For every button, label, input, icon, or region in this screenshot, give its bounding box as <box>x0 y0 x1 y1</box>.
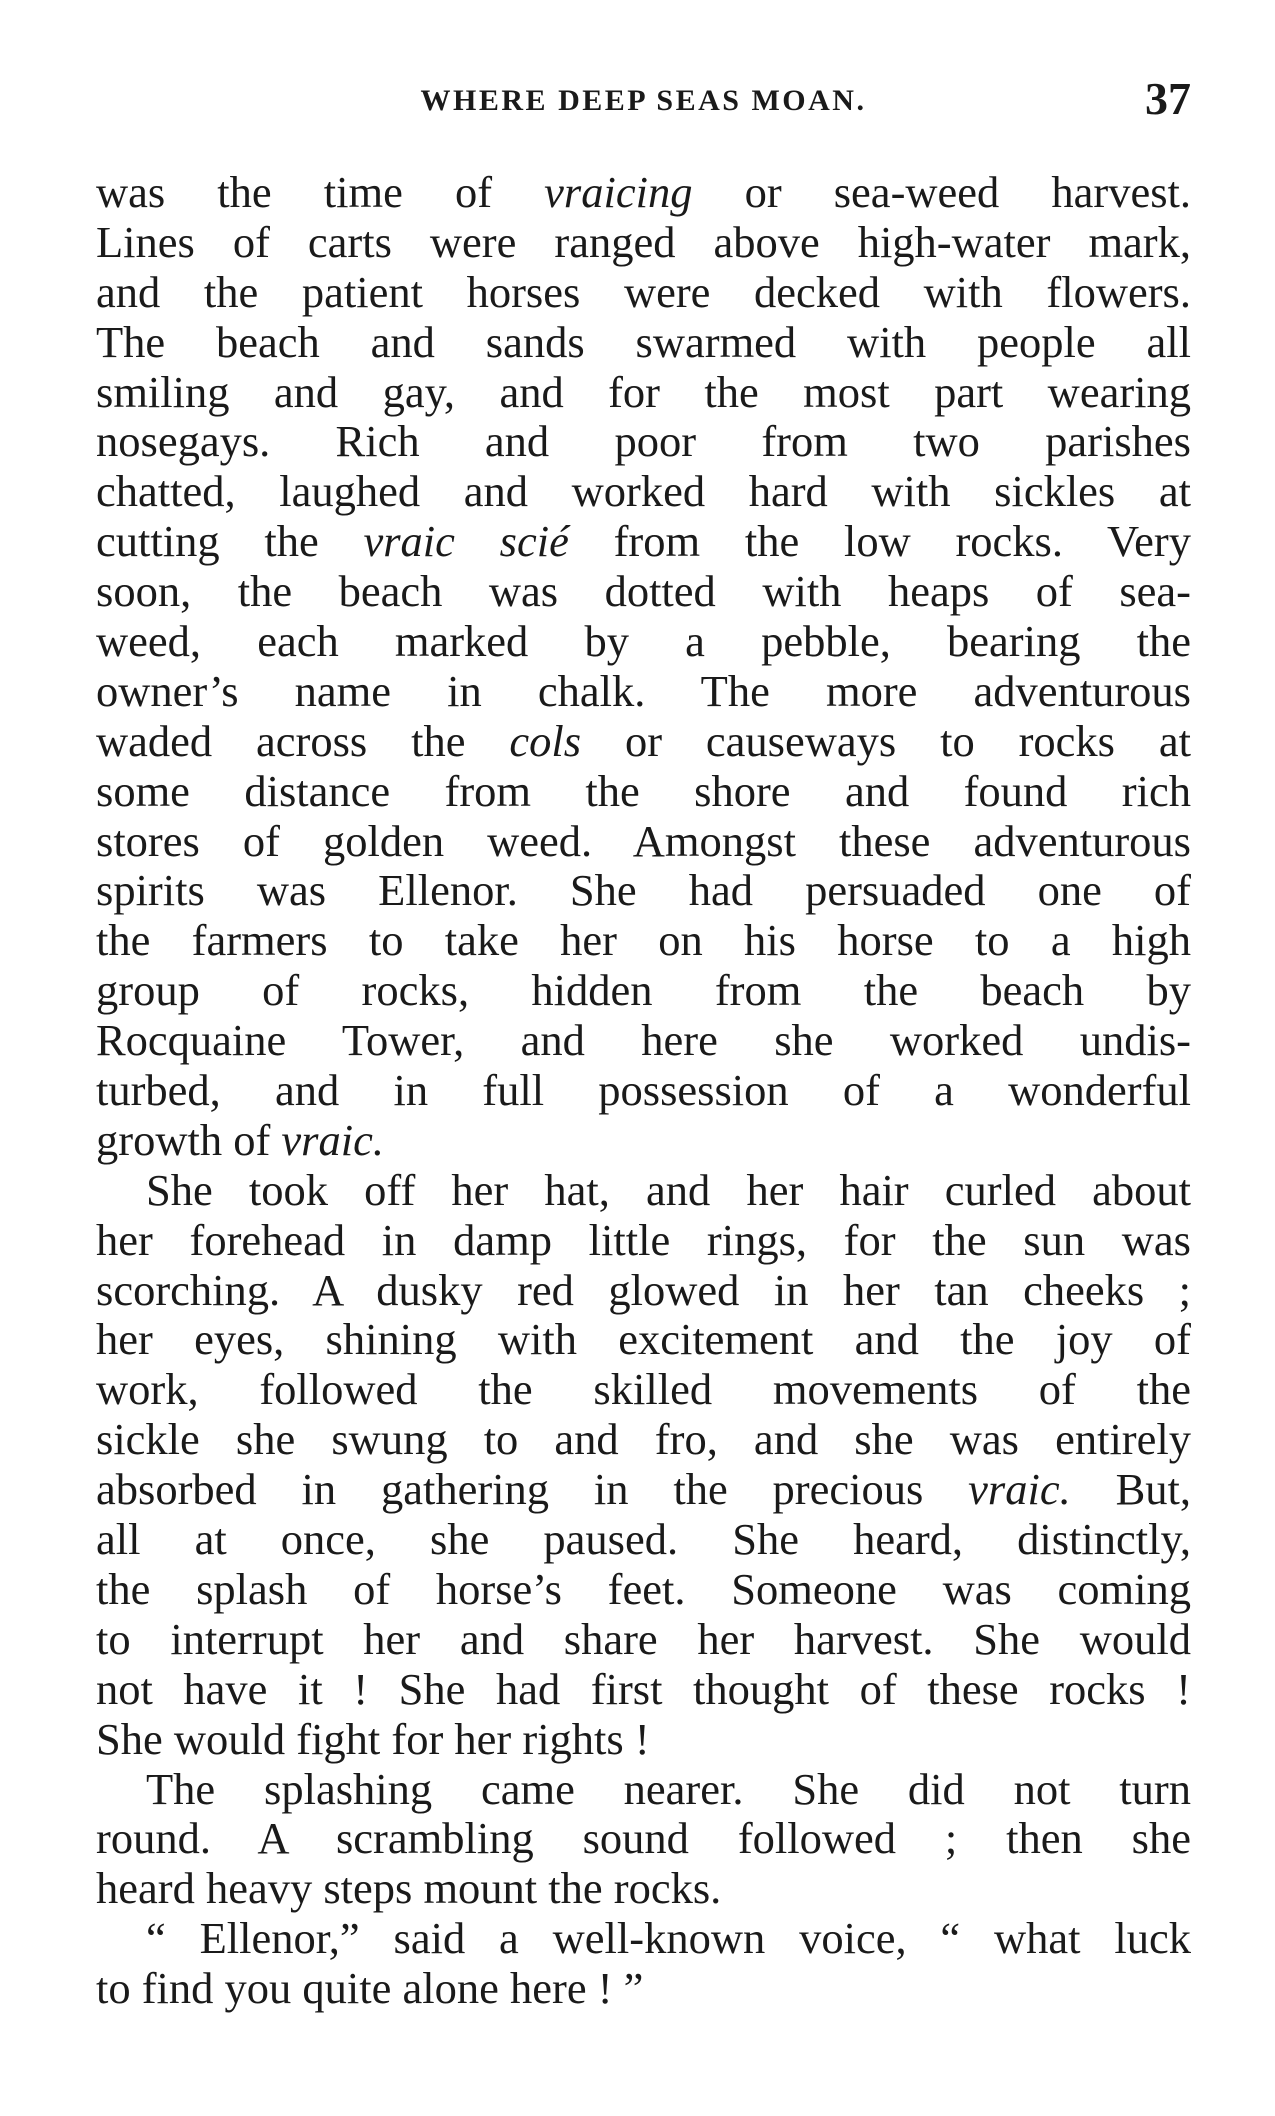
text-line <box>96 1016 1191 1066</box>
text-line <box>96 567 1191 617</box>
text-run: from the low rocks. Very <box>568 517 1191 567</box>
text-line <box>96 268 1191 318</box>
text-line <box>96 1914 1191 1964</box>
text-line <box>96 916 1191 966</box>
text-run: all at once, she paused. She heard, distinctly, <box>96 1515 1191 1565</box>
text-run: stores of golden weed. Amongst these adventurous <box>96 816 1191 866</box>
text-run: She would fight for her rights ! <box>96 1714 650 1764</box>
text-run: to interrupt her and share her harvest. She would <box>96 1614 1191 1664</box>
text-line <box>96 368 1191 418</box>
text-run: “ Ellenor,” said a well-known voice, “ what luck <box>146 1914 1191 1964</box>
text-line <box>96 667 1191 717</box>
text-line <box>96 318 1191 368</box>
text-run: scorching. A dusky red glowed in her tan cheeks ; <box>96 1265 1191 1315</box>
text-run: soon, the beach was dotted with heaps of sea- <box>96 567 1191 617</box>
italic-text: cols <box>509 716 582 766</box>
text-run: growth of <box>96 1115 282 1165</box>
text-run: heard heavy steps mount the rocks. <box>96 1864 722 1914</box>
text-line <box>96 767 1191 817</box>
text-run: owner’s name in chalk. The more adventurous <box>96 666 1191 716</box>
text-line <box>96 218 1191 268</box>
text-run: not have it ! She had first thought of these rocks ! <box>96 1664 1191 1714</box>
paragraph <box>96 1765 1191 1915</box>
text-line <box>96 1266 1191 1316</box>
text-run: waded across the <box>96 716 510 766</box>
text-line <box>96 1365 1191 1415</box>
paragraph <box>96 1914 1191 2014</box>
text-run: the splash of horse’s feet. Someone was coming <box>96 1564 1191 1614</box>
text-line <box>96 1665 1191 1715</box>
text-run: The beach and sands swarmed with people all <box>96 317 1191 367</box>
text-line <box>96 1315 1191 1365</box>
text-run: chatted, laughed and worked hard with sickles at <box>96 467 1191 517</box>
text-run: The splashing came nearer. She did not turn <box>146 1764 1191 1814</box>
text-run: Rocquaine Tower, and here she worked undis- <box>96 1016 1191 1066</box>
text-line <box>96 1415 1191 1465</box>
text-run: weed, each marked by a pebble, bearing the <box>96 617 1191 667</box>
text-run: She took off her hat, and her hair curled about <box>146 1165 1191 1215</box>
text-run: round. A scrambling sound followed ; then she <box>96 1814 1191 1864</box>
running-head <box>96 72 1191 132</box>
text-run: sickle she swung to and fro, and she was entirely <box>96 1415 1191 1465</box>
running-title: WHERE DEEP SEAS MOAN. <box>420 84 867 117</box>
text-line <box>96 1864 1191 1914</box>
text-run: But, <box>1070 1465 1191 1515</box>
text-run: her eyes, shining with excitement and the joy of <box>96 1315 1191 1365</box>
text-run: Lines of carts were ranged above high-water mark, <box>96 217 1191 267</box>
text-line <box>96 417 1191 467</box>
text-run: work, followed the skilled movements of the <box>96 1365 1191 1415</box>
body-text <box>96 168 1191 2014</box>
text-line <box>96 1715 1191 1765</box>
text-line <box>96 1615 1191 1665</box>
text-run: or causeways to rocks at <box>581 716 1191 766</box>
italic-text: vraic. <box>281 1115 384 1165</box>
italic-text: vraic. <box>968 1465 1071 1515</box>
text-line <box>96 1066 1191 1116</box>
text-run: the farmers to take her on his horse to a high <box>96 916 1191 966</box>
text-line <box>96 1765 1191 1815</box>
text-run: to find you quite alone here ! ” <box>96 1964 644 2014</box>
text-line <box>96 1515 1191 1565</box>
text-line <box>96 517 1191 567</box>
text-line <box>96 168 1191 218</box>
text-line <box>96 617 1191 667</box>
text-line <box>96 1565 1191 1615</box>
text-line <box>96 717 1191 767</box>
text-line <box>96 1166 1191 1216</box>
text-run: absorbed in gathering in the precious <box>96 1465 969 1515</box>
text-run: some distance from the shore and found rich <box>96 766 1191 816</box>
page-number: 37 <box>1145 73 1191 124</box>
text-line <box>96 866 1191 916</box>
text-run: group of rocks, hidden from the beach by <box>96 966 1191 1016</box>
paragraph <box>96 1166 1191 1765</box>
text-line <box>96 467 1191 517</box>
text-line <box>96 817 1191 867</box>
text-line <box>96 1116 1191 1166</box>
text-run: smiling and gay, and for the most part wearing <box>96 367 1191 417</box>
text-run: was the time of <box>96 168 545 217</box>
italic-text: vraicing <box>544 168 693 217</box>
italic-text: vraic scié <box>363 517 569 567</box>
text-line <box>96 1216 1191 1266</box>
text-run: or sea-weed harvest. <box>692 168 1191 217</box>
text-line <box>96 1814 1191 1864</box>
paragraph <box>96 168 1191 1166</box>
text-line <box>96 1465 1191 1515</box>
text-line <box>96 966 1191 1016</box>
text-run: nosegays. Rich and poor from two parishes <box>96 417 1191 467</box>
text-run: spirits was Ellenor. She had persuaded one of <box>96 866 1191 916</box>
text-run: cutting the <box>96 517 364 567</box>
text-run: and the patient horses were decked with flowers. <box>96 267 1191 317</box>
text-run: turbed, and in full possession of a wonderful <box>96 1066 1191 1116</box>
text-run: her forehead in damp little rings, for the sun was <box>96 1215 1191 1265</box>
text-line <box>96 1964 1191 2014</box>
